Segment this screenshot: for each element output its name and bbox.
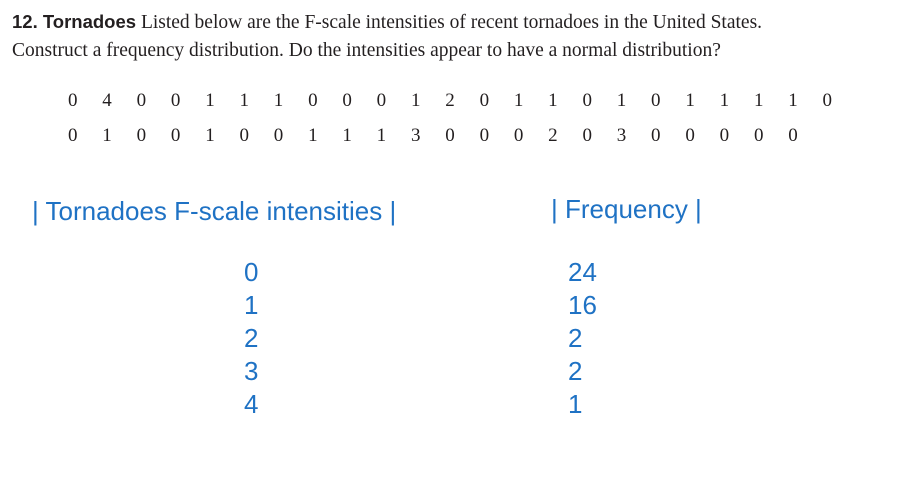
data-value: 0 (513, 125, 524, 146)
data-value: 3 (616, 125, 627, 146)
intensity-value: 4 (244, 389, 259, 419)
data-value: 1 (719, 90, 730, 111)
data-value: 4 (102, 90, 112, 111)
data-value: 0 (170, 90, 181, 111)
problem-text-line-1: Listed below are the F-scale intensities of recent tornadoes in the United States. (140, 12, 763, 33)
data-value: 1 (205, 90, 215, 111)
intensity-value: 1 (244, 290, 259, 320)
data-value: 0 (239, 125, 249, 146)
data-value: 1 (273, 90, 284, 111)
data-value: 2 (445, 90, 455, 111)
data-value: 1 (239, 90, 249, 111)
data-row-2 (68, 125, 823, 147)
data-value: 0 (308, 90, 318, 111)
data-value: 0 (822, 90, 833, 111)
intensity-column (244, 256, 258, 421)
data-value: 0 (273, 125, 284, 146)
data-value: 1 (753, 90, 764, 111)
data-value: 1 (616, 90, 627, 111)
data-value: 0 (479, 125, 490, 146)
data-value: 0 (136, 90, 147, 111)
data-value: 1 (410, 90, 421, 111)
frequency-value: 2 (568, 323, 583, 353)
frequency-column (568, 256, 597, 421)
data-value: 0 (685, 125, 695, 146)
frequency-value: 16 (568, 290, 597, 320)
data-value: 0 (68, 90, 78, 111)
data-value: 0 (479, 90, 490, 111)
data-value: 1 (205, 125, 215, 146)
data-value: 1 (788, 90, 798, 111)
data-value: 1 (102, 125, 112, 146)
header-tornado-intensities: | Tornadoes F-scale intensities | (32, 196, 397, 226)
data-value: 0 (651, 125, 661, 146)
data-value: 0 (170, 125, 181, 146)
data-value: 0 (582, 90, 592, 111)
data-value: 1 (342, 125, 352, 146)
data-value: 0 (445, 125, 455, 146)
data-row-1 (68, 90, 857, 112)
frequency-value: 24 (568, 257, 597, 287)
data-value: 1 (308, 125, 318, 146)
data-value: 3 (410, 125, 421, 146)
problem-statement (12, 8, 907, 65)
data-value: 1 (548, 90, 558, 111)
data-value: 0 (68, 125, 78, 146)
header-frequency: | Frequency | (551, 194, 702, 224)
data-value: 0 (753, 125, 764, 146)
data-value: 0 (342, 90, 352, 111)
data-value: 2 (548, 125, 558, 146)
data-value: 0 (719, 125, 730, 146)
intensity-value: 2 (244, 323, 259, 353)
data-value: 1 (685, 90, 695, 111)
frequency-value: 1 (568, 389, 583, 419)
data-value: 0 (582, 125, 592, 146)
data-value: 0 (651, 90, 661, 111)
data-value: 1 (376, 125, 387, 146)
data-value: 0 (788, 125, 798, 146)
problem-text-line-2: Construct a frequency distribution. Do the intensities appear to have a normal distribution? (12, 40, 721, 61)
intensity-value: 3 (244, 356, 259, 386)
intensity-value: 0 (244, 257, 259, 287)
data-value: 0 (376, 90, 387, 111)
problem-number-title: 12. Tornadoes (12, 11, 137, 32)
frequency-value: 2 (568, 356, 583, 386)
data-value: 1 (513, 90, 524, 111)
data-value: 0 (136, 125, 147, 146)
